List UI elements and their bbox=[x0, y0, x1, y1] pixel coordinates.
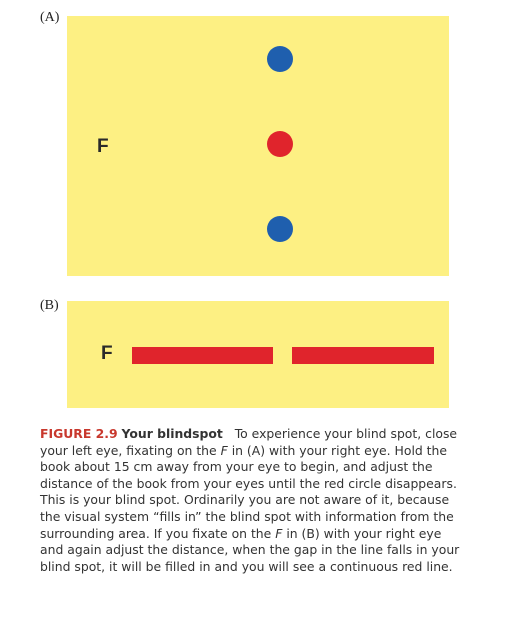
caption-italic-f-1: F bbox=[220, 442, 228, 458]
blue-dot-top bbox=[267, 46, 293, 72]
caption-italic-f-2: F bbox=[275, 525, 283, 541]
blue-dot-bottom bbox=[267, 216, 293, 242]
blind-spot-panel-a bbox=[67, 16, 449, 276]
red-line-right-segment bbox=[292, 347, 434, 364]
red-dot-middle bbox=[267, 131, 293, 157]
figure-number: FIGURE 2.9 bbox=[40, 426, 118, 441]
panel-b-label: (B) bbox=[40, 298, 59, 313]
caption-text-1: To experience your blind spot, close your left eye, fixating on the bbox=[40, 426, 458, 458]
figure-caption bbox=[40, 426, 460, 575]
red-line-left-segment bbox=[132, 347, 273, 364]
blind-spot-panel-b bbox=[67, 301, 449, 408]
caption-text-3: in (B) with your right eye and again adjust the distance, when the gap in the line falls in your blind spot, it will be filled in and you will see a continuous red line. bbox=[40, 525, 460, 574]
caption-text-2: in (A) with your right eye. Hold the book about 15 cm away from your eye to begin, and adjust the distance of the book from your eyes until the red circle disappears. This is your blind spot. Ordinarily you are not aware of it, because the visual system “fills in” the blind spot with information from the surrounding area. If you fixate on the bbox=[40, 442, 457, 541]
figure-title: Your blindspot bbox=[121, 426, 223, 441]
panel-a-label: (A) bbox=[40, 10, 60, 25]
fixation-letter-b: F bbox=[101, 343, 113, 364]
fixation-letter-a: F bbox=[97, 136, 109, 157]
